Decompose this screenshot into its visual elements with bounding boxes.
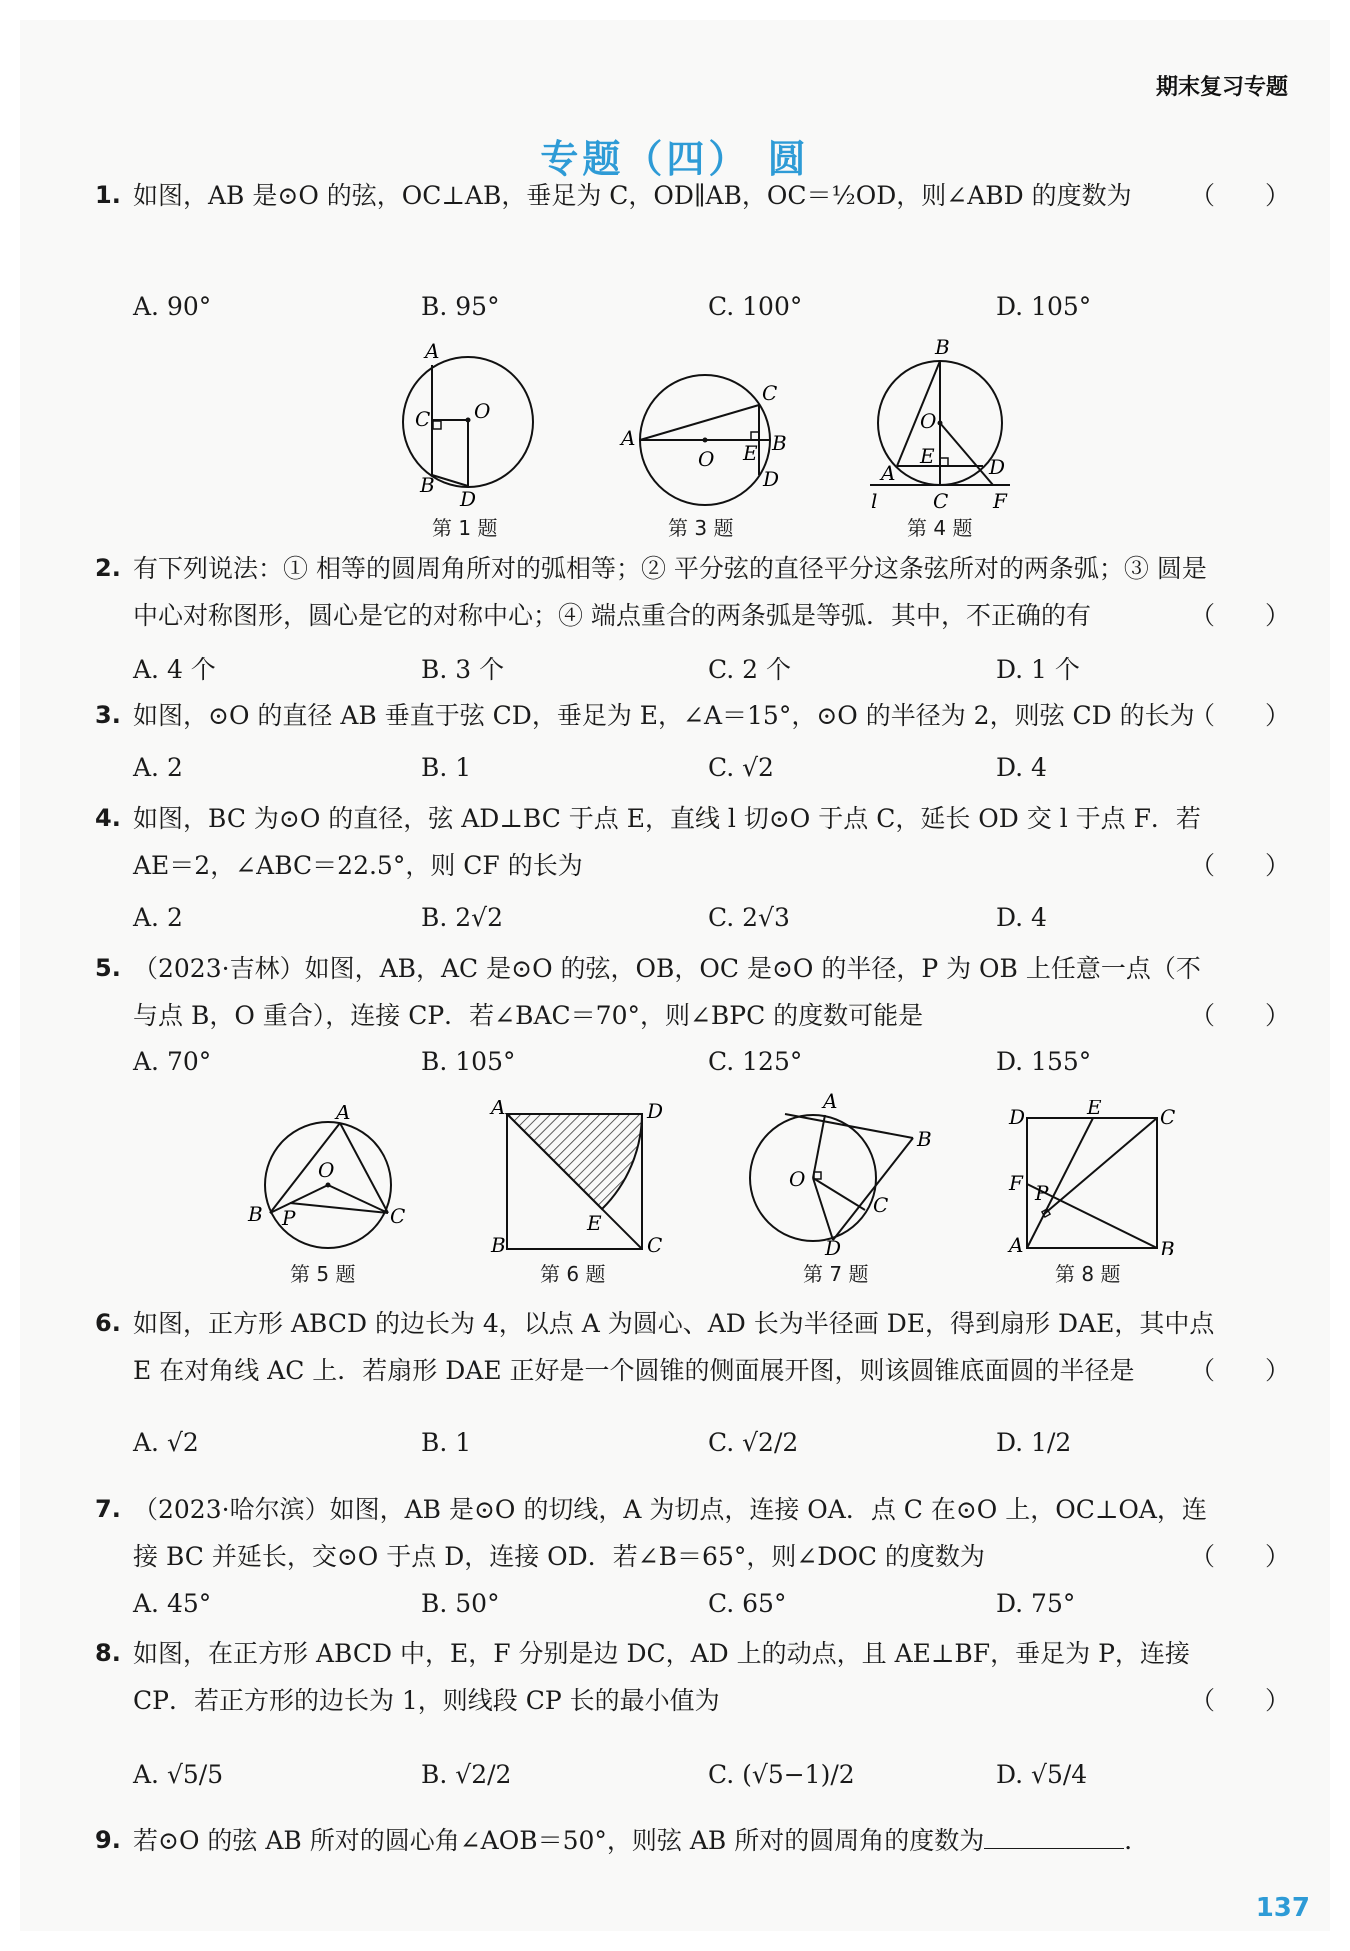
question-text: 如图，AB 是⊙O 的弦，OC⊥AB，垂足为 C，OD∥AB，OC＝½OD，则∠ABD 的度数为	[133, 181, 1132, 210]
figure-q1	[390, 340, 550, 510]
option-a[interactable]: A. √5/5	[133, 1760, 224, 1789]
svg-text:D: D	[825, 1236, 842, 1255]
option-a[interactable]: A. √2	[133, 1428, 199, 1457]
section-header: 期末复习专题	[1155, 75, 1288, 100]
question-number: 7.	[95, 1495, 121, 1523]
svg-text:P: P	[282, 1206, 296, 1230]
option-d[interactable]: D. 1/2	[996, 1428, 1072, 1457]
svg-text:D: D	[1009, 1105, 1026, 1129]
answer-blank[interactable]	[984, 1848, 1124, 1849]
figure-q6	[485, 1100, 670, 1255]
svg-text:D: D	[763, 467, 780, 491]
svg-text:E: E	[920, 444, 935, 468]
option-b[interactable]: B. 95°	[421, 292, 500, 321]
option-a[interactable]: A. 2	[133, 903, 183, 932]
question-number: 5.	[95, 954, 121, 982]
question-8	[95, 1630, 1290, 1724]
option-c[interactable]: C. (√5−1)/2	[708, 1760, 855, 1789]
svg-text:A: A	[1009, 1233, 1024, 1255]
option-a[interactable]: A. 90°	[133, 292, 212, 321]
svg-text:A: A	[881, 461, 896, 485]
option-c[interactable]: C. 100°	[708, 292, 803, 321]
figure-q4	[865, 338, 1035, 513]
option-d[interactable]: D. 4	[996, 753, 1047, 782]
question-5	[95, 945, 1290, 1039]
svg-text:B: B	[935, 338, 950, 359]
svg-text:E: E	[587, 1211, 602, 1235]
question-text: 如图，正方形 ABCD 的边长为 4，以点 A 为圆心、AD 长为半径画 DE，得到扇形 DAE，其中点 E 在对角线 AC 上．若扇形 DAE 正好是一个圆锥的侧面展开图，则该圆锥底面圆的半径是	[133, 1309, 1215, 1385]
option-a[interactable]: A. 4 个	[133, 655, 216, 684]
svg-text:C: C	[933, 489, 949, 513]
svg-text:A: A	[336, 1105, 351, 1124]
option-d[interactable]: D. √5/4	[996, 1760, 1088, 1789]
svg-text:D: D	[989, 455, 1006, 479]
option-c[interactable]: C. 125°	[708, 1047, 803, 1076]
svg-text:D: D	[647, 1100, 664, 1123]
option-c[interactable]: C. √2/2	[708, 1428, 799, 1457]
svg-text:l: l	[871, 489, 878, 513]
option-d[interactable]: D. 75°	[996, 1589, 1076, 1618]
option-b[interactable]: B. √2/2	[421, 1760, 512, 1789]
option-c[interactable]: C. 65°	[708, 1589, 787, 1618]
svg-text:E: E	[1087, 1100, 1102, 1119]
svg-text:B: B	[420, 473, 435, 497]
page-number: 137	[1255, 1893, 1310, 1923]
option-c[interactable]: C. 2 个	[708, 655, 791, 684]
question-text: 如图，⊙O 的直径 AB 垂直于弦 CD，垂足为 E，∠A＝15°，⊙O 的半径为 2，则弦 CD 的长为	[133, 701, 1195, 730]
svg-text:P: P	[1035, 1181, 1049, 1205]
svg-text:O: O	[474, 399, 491, 423]
question-7	[95, 1486, 1290, 1580]
figure-caption: 第 6 题	[540, 1262, 606, 1286]
figure-q7	[735, 1090, 945, 1255]
svg-text:O: O	[698, 447, 715, 471]
question-text: 如图，在正方形 ABCD 中，E，F 分别是边 DC，AD 上的动点，且 AE⊥BF，垂足为 P，连接 CP．若正方形的边长为 1，则线段 CP 长的最小值为	[133, 1639, 1190, 1715]
question-number: 9.	[95, 1826, 121, 1854]
question-3	[95, 692, 1290, 739]
question-9	[95, 1817, 1290, 1864]
option-a[interactable]: A. 70°	[133, 1047, 212, 1076]
option-a[interactable]: A. 45°	[133, 1589, 212, 1618]
option-b[interactable]: B. 105°	[421, 1047, 516, 1076]
option-b[interactable]: B. 3 个	[421, 655, 505, 684]
svg-text:A: A	[823, 1090, 838, 1113]
option-b[interactable]: B. 2√2	[421, 903, 504, 932]
svg-text:A: A	[621, 426, 636, 450]
svg-text:E: E	[743, 441, 758, 465]
question-text: 若⊙O 的弦 AB 所对的圆心角∠AOB＝50°，则弦 AB 所对的圆周角的度数为	[133, 1826, 985, 1855]
answer-bracket[interactable]: （ ）	[1189, 1001, 1290, 1030]
question-6	[95, 1300, 1290, 1394]
option-a[interactable]: A. 2	[133, 753, 183, 782]
svg-text:A: A	[491, 1100, 506, 1119]
option-d[interactable]: D. 105°	[996, 292, 1092, 321]
option-d[interactable]: D. 155°	[996, 1047, 1092, 1076]
svg-text:C: C	[762, 381, 778, 405]
svg-text:B: B	[772, 431, 787, 455]
option-b[interactable]: B. 50°	[421, 1589, 500, 1618]
svg-text:B: B	[248, 1202, 263, 1226]
question-number: 2.	[95, 554, 121, 582]
question-text: （2023·吉林）如图，AB，AC 是⊙O 的弦，OB，OC 是⊙O 的半径，P 为 OB 上任意一点（不与点 B，O 重合），连接 CP．若∠BAC＝70°，则∠BPC 的度数可能是	[133, 954, 1201, 1030]
question-number: 1.	[95, 181, 121, 209]
svg-text:A: A	[425, 340, 440, 363]
answer-bracket[interactable]: （ ）	[1189, 1356, 1290, 1385]
answer-bracket[interactable]: （ ）	[1189, 701, 1290, 730]
question-4	[95, 795, 1290, 889]
svg-text:F: F	[993, 489, 1007, 513]
option-b[interactable]: B. 1	[421, 1428, 472, 1457]
option-d[interactable]: D. 4	[996, 903, 1047, 932]
answer-bracket[interactable]: （ ）	[1189, 181, 1290, 210]
question-text: 有下列说法：① 相等的圆周角所对的弧相等；② 平分弦的直径平分这条弦所对的两条弧；③ 圆是中心对称图形，圆心是它的对称中心；④ 端点重合的两条弧是等弧．其中，不正确的有	[133, 554, 1207, 630]
svg-text:C: C	[647, 1233, 663, 1255]
question-text: 如图，BC 为⊙O 的直径，弦 AD⊥BC 于点 E，直线 l 切⊙O 于点 C，延长 OD 交 l 于点 F．若 AE＝2，∠ABC＝22.5°，则 CF 的长为	[133, 804, 1201, 880]
svg-text:C: C	[415, 407, 431, 431]
option-b[interactable]: B. 1	[421, 753, 472, 782]
figure-caption: 第 4 题	[907, 516, 973, 540]
figure-q3	[615, 370, 795, 510]
svg-text:B: B	[917, 1127, 932, 1151]
question-1	[95, 172, 1290, 219]
sentence-end: ．	[1124, 1826, 1150, 1855]
figure-caption: 第 3 题	[668, 516, 734, 540]
figure-caption: 第 8 题	[1055, 1262, 1121, 1286]
answer-bracket[interactable]: （ ）	[1189, 1686, 1290, 1715]
question-number: 3.	[95, 701, 121, 729]
svg-text:B: B	[1160, 1237, 1175, 1255]
svg-text:B: B	[491, 1233, 506, 1255]
page-title: 专题（四） 圆	[540, 137, 810, 181]
option-d[interactable]: D. 1 个	[996, 655, 1080, 684]
answer-bracket[interactable]: （ ）	[1189, 601, 1290, 630]
question-number: 8.	[95, 1639, 121, 1667]
svg-text:O: O	[920, 409, 937, 433]
svg-text:O: O	[318, 1158, 335, 1182]
svg-text:F: F	[1009, 1171, 1023, 1195]
question-number: 4.	[95, 804, 121, 832]
svg-text:C: C	[1160, 1105, 1176, 1129]
figure-caption: 第 7 题	[803, 1262, 869, 1286]
svg-text:C: C	[873, 1193, 889, 1217]
answer-bracket[interactable]: （ ）	[1189, 851, 1290, 880]
question-number: 6.	[95, 1309, 121, 1337]
question-2	[95, 545, 1290, 639]
option-c[interactable]: C. √2	[708, 753, 774, 782]
figure-q8	[1005, 1100, 1190, 1255]
option-c[interactable]: C. 2√3	[708, 903, 790, 932]
figure-q5	[240, 1105, 420, 1255]
figure-caption: 第 5 题	[290, 1262, 356, 1286]
svg-text:O: O	[789, 1167, 806, 1191]
svg-text:D: D	[460, 487, 477, 510]
question-text: （2023·哈尔滨）如图，AB 是⊙O 的切线，A 为切点，连接 OA．点 C 在⊙O 上，OC⊥OA，连接 BC 并延长，交⊙O 于点 D，连接 OD．若∠B＝65°，则∠DOC 的度数为	[133, 1495, 1207, 1571]
figure-caption: 第 1 题	[432, 516, 498, 540]
answer-bracket[interactable]: （ ）	[1189, 1542, 1290, 1571]
svg-text:C: C	[390, 1204, 406, 1228]
